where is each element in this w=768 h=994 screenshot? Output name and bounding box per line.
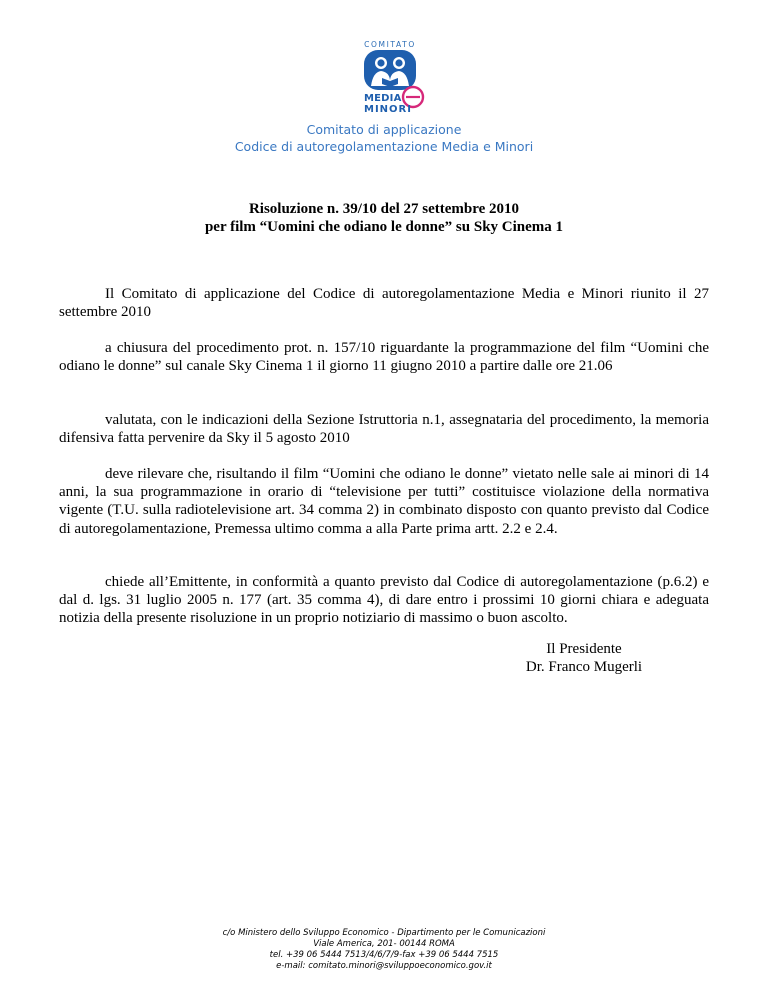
footer-address-line-1: c/o Ministero dello Sviluppo Economico - Dipartimento per le Comunicazioni [222, 928, 546, 938]
logo-minori-word: MINORI [364, 104, 412, 115]
signature-name: Dr. Franco Mugerli [525, 659, 643, 675]
body-paragraph-3: valutata, con le indicazioni della Sezione Istruttoria n.1, assegnataria del procedimento, la memoria difensiva fatta pervenire da Sky il 5 agosto 2010 [59, 412, 709, 447]
body-paragraph-5: chiede all’Emittente, in conformità a quanto previsto dal Codice di autoregolamentazione (p.6.2) e dal d. lgs. 31 luglio 2005 n. 177 (art. 35 comma 4), di dare entro i prossimi 10 giorni chiara e adeguata notizia della presente risoluzione in un proprio notiziario di massimo o buon ascolto. [59, 574, 709, 627]
body-paragraph-1: Il Comitato di applicazione del Codice di autoregolamentazione Media e Minori riunito il 27 settembre 2010 [59, 286, 709, 321]
committee-logo [350, 40, 430, 122]
footer-address-line-2: Viale America, 201- 00144 ROMA [313, 939, 455, 949]
logo-top-word: COMITATO [364, 40, 416, 49]
footer-email-line: e-mail: comitato.minori@sviluppoeconomico.gov.it [276, 961, 492, 971]
resolution-title: Risoluzione n. 39/10 del 27 settembre 2010 [248, 201, 520, 217]
logo-media-word: MEDIA [364, 93, 402, 104]
body-paragraph-4: deve rilevare che, risultando il film “Uomini che odiano le donne” vietato nelle sale ai minori di 14 anni, la sua programmazione in orario di “televisione per tutti” costituisce violazione della normativa vigente (T.U. sulla radiotelevisione art. 34 comma 2) in combinato disposto con quanto previsto dal Codice di autoregolamentazione, Premessa ultimo comma a alla Parte prima artt. 2.2 e 2.4. [59, 466, 709, 537]
footer-phone-line: tel. +39 06 5444 7513/4/6/7/9-fax +39 06 5444 7515 [269, 950, 499, 960]
resolution-subtitle: per film “Uomini che odiano le donne” su Sky Cinema 1 [204, 219, 564, 235]
signature-role: Il Presidente [546, 641, 622, 657]
header-committee-name: Comitato di applicazione [306, 122, 462, 137]
header-code-name: Codice di autoregolamentazione Media e Minori [234, 139, 534, 154]
body-paragraph-2: a chiusura del procedimento prot. n. 157/10 riguardante la programmazione del film “Uomini che odiano le donne” sul canale Sky Cinema 1 il giorno 11 giugno 2010 a partire dalle ore 21.06 [59, 340, 709, 375]
